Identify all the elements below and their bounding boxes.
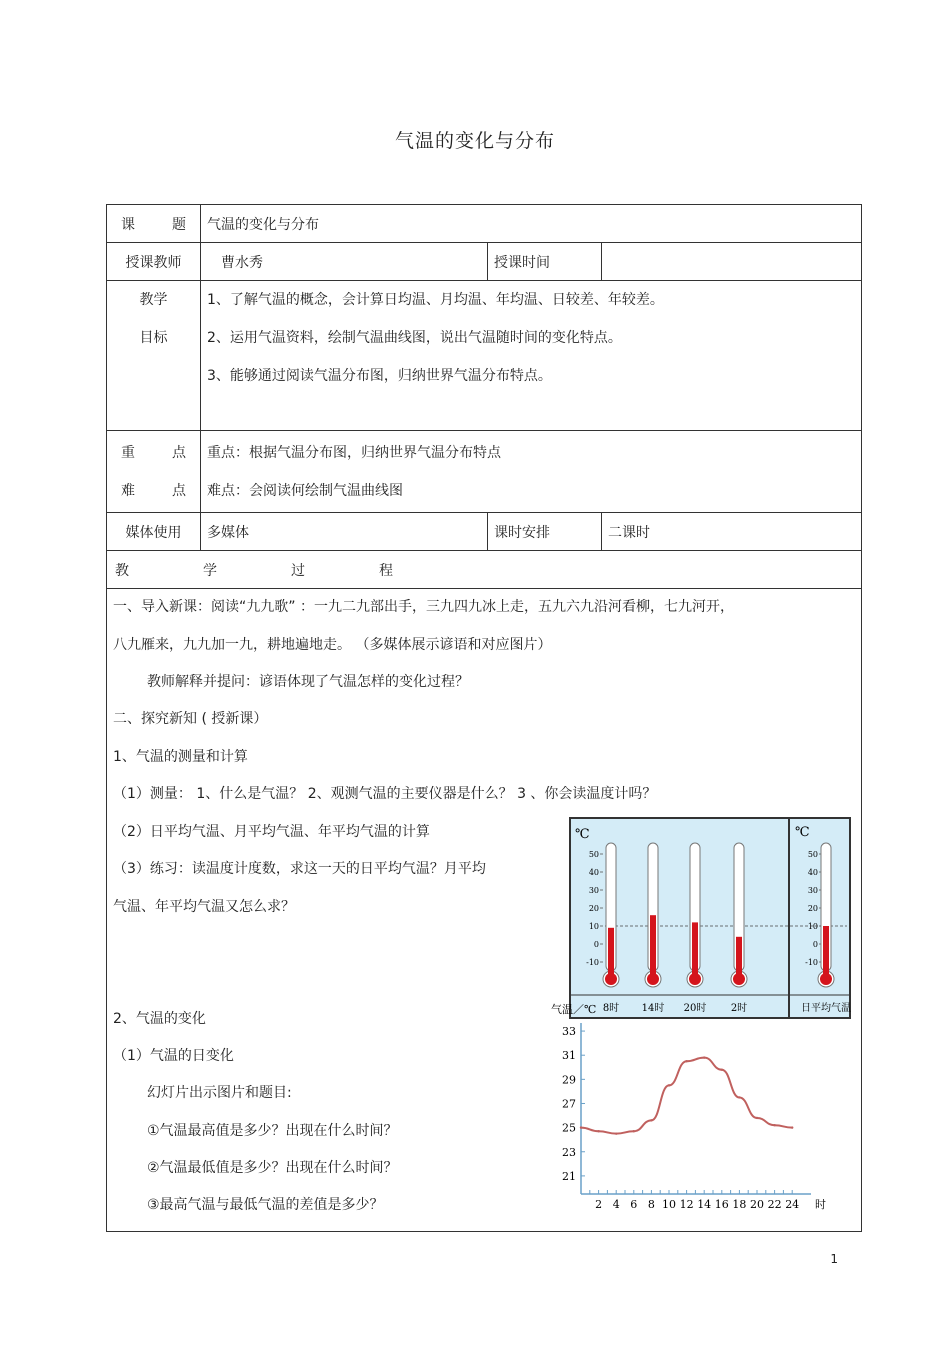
difficult-point: 难点：会阅读何绘制气温曲线图 <box>207 482 403 499</box>
data-point <box>650 1119 652 1121</box>
goal-item: 2、运用气温资料，绘制气温曲线图，说出气温随时间的变化特点。 <box>207 330 622 346</box>
x-tick-label: 8 <box>647 1198 655 1211</box>
tick-label-average: -10 <box>805 958 818 967</box>
tick-label: 50 <box>588 850 599 859</box>
tick-label: 10 <box>588 922 599 931</box>
x-tick-label: 12 <box>679 1198 694 1211</box>
data-point <box>756 1117 758 1119</box>
data-point <box>703 1056 705 1058</box>
thermometer-label: 14时 <box>641 1003 665 1014</box>
topic-label: 课 题 <box>107 205 201 243</box>
process-content <box>107 589 862 1232</box>
process-line: 2、气温的变化 <box>113 1011 206 1027</box>
data-point <box>668 1084 670 1086</box>
process-line: ①气温最高值是多少？出现在什么时间？ <box>147 1123 398 1139</box>
x-tick-label: 20 <box>750 1198 764 1211</box>
x-tick-label: 14 <box>697 1198 712 1211</box>
tick-label: 20 <box>588 904 599 913</box>
thermometer-bulb <box>605 973 617 985</box>
key-point: 重点：根据气温分布图，归纳世界气温分布特点 <box>207 444 501 461</box>
tick-label: 0 <box>593 940 599 949</box>
teacher-label: 授课教师 <box>107 243 201 281</box>
process-line: ③最高气温与最低气温的差值是多少？ <box>147 1197 384 1213</box>
thermometer-mercury <box>608 928 614 975</box>
y-tick-label: 21 <box>562 1169 576 1183</box>
goal-item: 3、能够通过阅读气温分布图，归纳世界气温分布特点。 <box>207 368 552 384</box>
data-point <box>580 1126 582 1128</box>
process-row <box>107 589 862 1232</box>
process-line: （1）测量： 1、什么是气温？ 2、观测气温的主要仪器是什么？ 3 、你会读温度计吗？ <box>113 786 657 802</box>
media-label: 媒体使用 <box>107 513 201 551</box>
goals-list <box>201 281 862 431</box>
thermometer-bulb <box>689 973 701 985</box>
process-header-row <box>107 551 862 589</box>
thermometer-label: 20时 <box>683 1003 707 1014</box>
data-point <box>773 1124 775 1126</box>
tick-label-average: 40 <box>807 868 818 877</box>
x-tick-label: 22 <box>767 1198 782 1211</box>
tick-label-average: 20 <box>807 904 818 913</box>
y-tick-label: 31 <box>562 1049 576 1063</box>
process-line: （2）日平均气温、月平均气温、年平均气温的计算 <box>113 824 430 840</box>
process-line: 1、气温的测量和计算 <box>113 749 248 765</box>
thermometer-label: 2时 <box>730 1003 748 1014</box>
y-tick-label: 27 <box>562 1097 576 1111</box>
tick-label: 40 <box>588 868 599 877</box>
hours-value: 二课时 <box>602 513 862 551</box>
tick-label-average: 0 <box>812 940 818 949</box>
thermometer-label: 8时 <box>602 1003 620 1014</box>
x-tick-label: 24 <box>785 1198 800 1211</box>
process-line: 八九雁来，九九加一九，耕地遍地走。 （多媒体展示谚语和对应图片） <box>113 637 552 653</box>
y-tick-label: 25 <box>562 1121 576 1135</box>
x-axis-label: 时 <box>815 1198 826 1211</box>
thermometer-mercury <box>736 937 742 975</box>
x-tick-label: 2 <box>595 1198 603 1211</box>
topic-row <box>107 205 862 243</box>
teacher-row <box>107 243 862 281</box>
time-value <box>602 243 862 281</box>
x-tick-label: 16 <box>714 1198 729 1211</box>
process-line: 幻灯片出示图片和题目: <box>147 1085 292 1101</box>
goals-row <box>107 281 862 431</box>
topic-value: 气温的变化与分布 <box>201 205 862 243</box>
tick-label: -10 <box>586 958 599 967</box>
page-title: 气温的变化与分布 <box>394 130 555 152</box>
data-point <box>597 1130 599 1132</box>
focus-values <box>201 431 862 513</box>
y-tick-label: 33 <box>562 1025 576 1039</box>
focus-row <box>107 431 862 513</box>
lesson-plan-table <box>106 204 862 1232</box>
time-label: 授课时间 <box>488 243 602 281</box>
process-line: 一、导入新课：阅读“九九歌” ：一九二九部出手，三九四九冰上走，五九六九沿河看柳，七九河开， <box>113 599 734 615</box>
media-value: 多媒体 <box>201 513 488 551</box>
y-axis-label: 气温／℃ <box>551 1003 597 1016</box>
process-line: 教师解释并提问：谚语体现了气温怎样的变化过程？ <box>147 674 469 690</box>
data-point <box>738 1096 740 1098</box>
tick-label-average: 30 <box>807 886 818 895</box>
data-point <box>633 1130 635 1132</box>
focus-label: 重 点 难 点 <box>107 431 201 513</box>
process-line: 气温、年平均气温又怎么求？ <box>113 899 295 915</box>
data-point <box>685 1060 687 1062</box>
media-row <box>107 513 862 551</box>
x-tick-label: 10 <box>662 1198 676 1211</box>
tick-label: 30 <box>588 886 599 895</box>
average-thermometer-label: 日平均气温 <box>801 1003 851 1014</box>
page-number: 1 <box>830 1252 838 1266</box>
unit-label-average: ℃ <box>795 825 810 840</box>
x-tick-label: 4 <box>612 1198 620 1211</box>
x-tick-label: 18 <box>732 1198 747 1211</box>
tick-label-average: 10 <box>807 922 818 931</box>
data-point <box>615 1132 617 1134</box>
thermometer-bulb <box>647 973 659 985</box>
average-thermometer-mercury <box>823 926 829 975</box>
average-thermometer-bulb <box>820 973 832 985</box>
temperature-curve <box>581 1058 792 1134</box>
thermometer-mercury <box>692 922 698 975</box>
x-tick-label: 6 <box>630 1198 638 1211</box>
thermometer-mercury <box>650 915 656 975</box>
tick-label-average: 50 <box>807 850 818 859</box>
y-tick-label: 29 <box>562 1073 576 1087</box>
teacher-value: 曹水秀 <box>201 243 488 281</box>
y-tick-label: 23 <box>562 1145 576 1159</box>
hours-label: 课时安排 <box>488 513 602 551</box>
process-line: （3）练习：读温度计度数，求这一天的日平均气温？月平均 <box>113 861 486 877</box>
thermometer-figure <box>569 817 851 1019</box>
data-point <box>721 1068 723 1070</box>
process-line: 二、探究新知 ( 授新课） <box>113 711 268 727</box>
goals-label: 教学 目标 <box>107 281 201 431</box>
process-line: （1）气温的日变化 <box>113 1048 234 1064</box>
unit-label: ℃ <box>575 827 590 842</box>
data-point <box>791 1126 793 1128</box>
goal-item: 1、了解气温的概念，会计算日均温、月均温、年均温、日较差、年较差。 <box>207 292 664 308</box>
process-header: 教 学 过 程 <box>107 551 862 589</box>
process-line: ②气温最低值是多少？出现在什么时间？ <box>147 1160 398 1176</box>
thermometer-bulb <box>733 973 745 985</box>
